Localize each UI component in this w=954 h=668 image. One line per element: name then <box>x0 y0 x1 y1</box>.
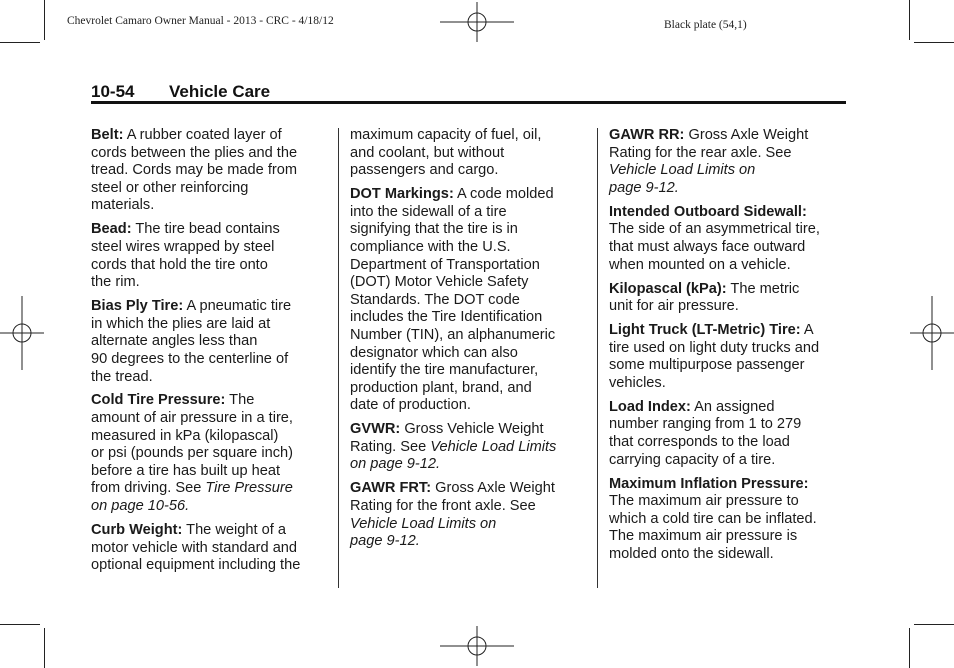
registration-mark-icon <box>0 296 44 370</box>
definition-line: cords that hold the tire onto <box>91 256 268 273</box>
term-colon: : <box>803 475 809 492</box>
cross-reference-link[interactable]: page 9-12. <box>350 533 420 550</box>
glossary-entry <box>91 221 331 291</box>
glossary-entry <box>350 186 590 415</box>
term-colon: : <box>178 298 184 315</box>
registration-mark-icon <box>440 626 514 666</box>
definition-line: unit for air pressure. <box>609 298 739 315</box>
definition-line: The <box>225 392 255 409</box>
registration-mark-icon <box>440 2 514 42</box>
term-colon: : <box>795 322 801 339</box>
definition-line: The tire bead contains <box>131 221 280 238</box>
definition-line: steel wires wrapped by steel <box>91 238 275 255</box>
page-number: 10-54 <box>91 82 135 101</box>
glossary-term: Cold Tire Pressure <box>91 392 221 409</box>
definition-line: The maximum air pressure is <box>609 528 798 545</box>
glossary-entry <box>91 522 331 575</box>
definition-line: A rubber coated layer of <box>123 127 282 143</box>
definition-line: Standards. The DOT code <box>350 291 520 308</box>
definition-line: maximum capacity of fuel, oil, <box>350 127 542 143</box>
glossary-entry <box>609 476 849 564</box>
glossary-term: Kilopascal (kPa) <box>609 280 722 297</box>
definition-line: that must always face outward <box>609 238 806 255</box>
definition-line: Gross Axle Weight <box>684 127 809 143</box>
definition-line: alternate angles less than <box>91 333 258 350</box>
plate-info-right: Black plate (54,1) <box>664 19 747 31</box>
definition-line: Gross Axle Weight <box>431 480 555 497</box>
definition-line: 90 degrees to the centerline of <box>91 350 289 367</box>
glossary-entry <box>91 127 331 215</box>
definition-line: compliance with the U.S. <box>350 238 511 255</box>
definition-line: or psi (pounds per square inch) <box>91 445 293 462</box>
cross-reference-link[interactable]: on page 10-56. <box>91 498 190 515</box>
term-colon: : <box>448 186 454 203</box>
definition-line: from driving. See <box>91 480 206 497</box>
glossary-column-1 <box>91 127 331 581</box>
definition-line: steel or other reinforcing <box>91 179 249 196</box>
definition-line: and coolant, but without <box>350 144 505 161</box>
glossary-term: Maximum Inflation Pressure <box>609 475 804 492</box>
definition-line: cords between the plies and the <box>91 144 298 161</box>
cross-reference-link[interactable]: Vehicle Load Limits on <box>609 162 756 179</box>
definition-line: production plant, brand, and <box>350 379 532 396</box>
column-divider <box>597 128 598 588</box>
definition-line: in which the plies are laid at <box>91 315 271 332</box>
definition-line: vehicles. <box>609 374 666 391</box>
definition-line: Gross Vehicle Weight <box>400 421 544 438</box>
plate-info-left: Chevrolet Camaro Owner Manual - 2013 - CRC - 4/18/12 <box>67 15 334 27</box>
term-colon: : <box>686 398 691 415</box>
definition-line: Number (TIN), an alphanumeric <box>350 326 556 343</box>
definition-line: which a cold tire can be inflated. <box>609 510 817 527</box>
crop-mark <box>0 42 40 43</box>
definition-line: Rating. See <box>350 438 431 455</box>
cross-reference-link[interactable]: Tire Pressure <box>205 480 293 497</box>
column-divider <box>338 128 339 588</box>
header-rule <box>91 101 846 104</box>
definition-line: An assigned <box>690 398 775 415</box>
glossary-entry <box>91 298 331 386</box>
definition-line: into the sidewall of a tire <box>350 203 507 220</box>
definition-line: The metric <box>726 280 800 297</box>
definition-line: A pneumatic tire <box>183 298 292 315</box>
definition-line: optional equipment including the <box>91 557 301 574</box>
definition-line: materials. <box>91 197 155 214</box>
crop-mark <box>0 624 40 625</box>
definition-line: the rim. <box>91 274 140 291</box>
definition-line: identify the tire manufacturer, <box>350 362 539 379</box>
glossary-term: Light Truck (LT-Metric) Tire <box>609 322 796 339</box>
term-colon: : <box>177 522 183 539</box>
glossary-column-2 <box>350 127 590 557</box>
definition-line: date of production. <box>350 397 471 414</box>
term-colon: : <box>395 421 401 438</box>
definition-line: tire used on light duty trucks and <box>609 339 820 356</box>
glossary-term: Load Index <box>609 398 687 415</box>
definition-line: when mounted on a vehicle. <box>609 256 791 273</box>
definition-line: The side of an asymmetrical tire, <box>609 221 820 238</box>
glossary-entry <box>609 127 849 197</box>
glossary-entry <box>609 322 849 392</box>
term-colon: : <box>721 280 727 297</box>
definition-line: motor vehicle with standard and <box>91 539 298 556</box>
page-header <box>91 82 270 102</box>
cross-reference-link[interactable]: Vehicle Load Limits on <box>350 515 497 532</box>
crop-mark <box>44 0 45 40</box>
definition-line: tread. Cords may be made from <box>91 162 298 179</box>
term-colon: : <box>679 127 685 143</box>
definition-line: number ranging from 1 to 279 <box>609 416 802 433</box>
definition-line: Department of Transportation <box>350 256 540 273</box>
term-colon: : <box>220 392 226 409</box>
glossary-term: GAWR RR <box>609 127 680 143</box>
definition-line: passengers and cargo. <box>350 162 499 179</box>
definition-line: Rating for the front axle. See <box>350 498 536 515</box>
cross-reference-link[interactable]: page 9-12. <box>609 179 679 196</box>
glossary-entry <box>609 281 849 316</box>
definition-line: that corresponds to the load <box>609 434 790 451</box>
glossary-entry <box>91 392 331 515</box>
glossary-entry <box>350 480 590 550</box>
glossary-entry <box>609 204 849 274</box>
definition-line: molded onto the sidewall. <box>609 546 774 563</box>
glossary-term: Bead <box>91 221 127 238</box>
crop-mark <box>44 628 45 668</box>
crop-mark <box>914 42 954 43</box>
glossary-term: Bias Ply Tire <box>91 298 179 315</box>
glossary-term: Curb Weight <box>91 522 178 539</box>
crop-mark <box>909 628 910 668</box>
definition-line: The weight of a <box>182 522 286 539</box>
glossary-term: DOT Markings <box>350 186 449 203</box>
glossary-entry <box>609 399 849 469</box>
glossary-entry <box>350 127 590 180</box>
section-title: Vehicle Care <box>169 82 271 101</box>
definition-line: Rating for the rear axle. See <box>609 144 792 161</box>
glossary-term: GVWR <box>350 421 396 438</box>
term-colon: : <box>801 203 807 220</box>
registration-mark-icon <box>910 296 954 370</box>
definition-line: A code molded <box>453 186 554 203</box>
crop-mark <box>909 0 910 40</box>
definition-line: measured in kPa (kilopascal) <box>91 427 279 444</box>
glossary-term: Intended Outboard Sidewall <box>609 203 802 220</box>
definition-line: some multipurpose passenger <box>609 357 805 374</box>
definition-line: signifying that the tire is in <box>350 221 518 238</box>
cross-reference-link[interactable]: Vehicle Load Limits <box>430 438 557 455</box>
definition-line: the tread. <box>91 368 153 385</box>
glossary-term: GAWR FRT <box>350 480 427 497</box>
definition-line: designator which can also <box>350 344 518 361</box>
definition-line: before a tire has built up heat <box>91 462 281 479</box>
term-colon: : <box>126 221 132 238</box>
definition-line: (DOT) Motor Vehicle Safety <box>350 274 529 291</box>
definition-line: carrying capacity of a tire. <box>609 451 776 468</box>
cross-reference-link[interactable]: on page 9-12. <box>350 456 441 473</box>
definition-line: The maximum air pressure to <box>609 493 799 510</box>
glossary-entry <box>350 421 590 474</box>
crop-mark <box>914 624 954 625</box>
definition-line: includes the Tire Identification <box>350 309 543 326</box>
glossary-term: Belt <box>91 127 119 143</box>
glossary-column-3 <box>609 127 849 570</box>
definition-line: amount of air pressure in a tire, <box>91 410 293 427</box>
definition-line: A <box>800 322 814 339</box>
term-colon: : <box>426 480 432 497</box>
term-colon: : <box>118 127 124 143</box>
